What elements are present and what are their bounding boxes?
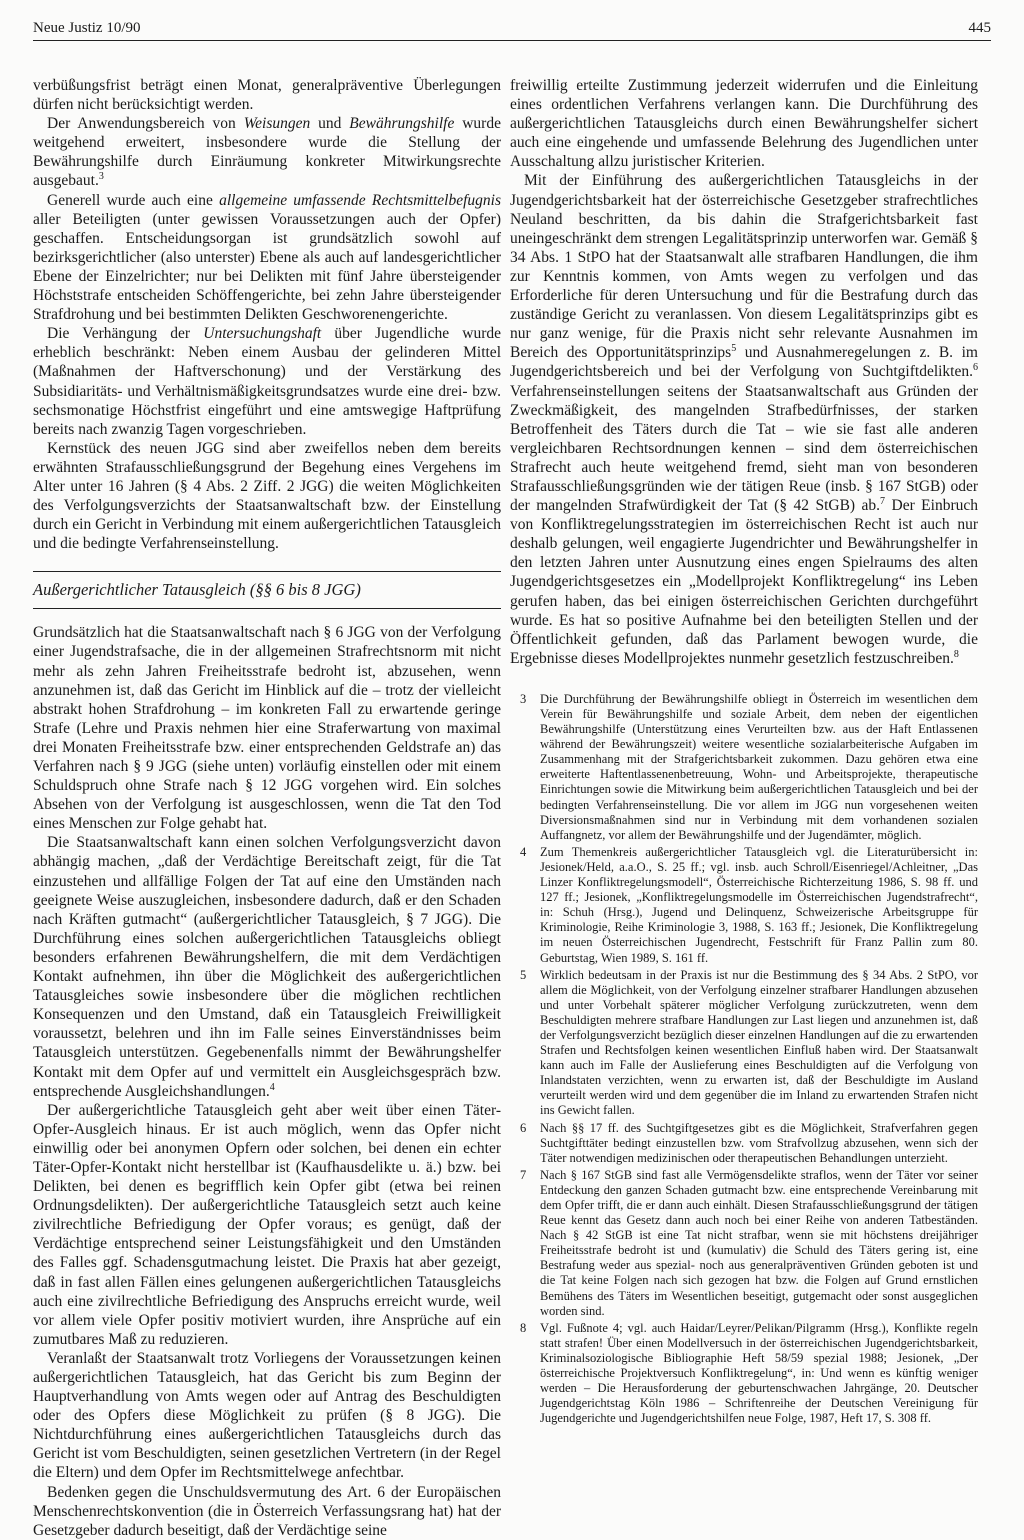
paragraph: Generell wurde auch eine allgemeine umfassende Rechtsmittelbefugnis aller Beteiligten (unter gewissen Voraussetzungen auch der Opfer) geschaffen. Entscheidungsorgan ist grundsätzlich sowohl auf bezirksgerichtlicher (also unterster) Ebene als auch auf landesgerichtlicher Ebene der Einzelrichter; nur bei Delikten mit fünf Jahre übersteigender Höchststrafe entscheiden Schöffengerichte, bei zehn Jahre übersteigender Strafdrohung und bei bestimmten Delikten Geschworenengerichte. <box>33 191 501 324</box>
footnote <box>510 1321 978 1427</box>
paragraph: Veranlaßt der Staatsanwalt trotz Vorliegens der Voraussetzungen keinen außergerichtlichen Tatausgleich, hat das Gericht bis zum Beginn der Hauptverhandlung von Amts wegen oder auf Antrag des Beschuldigten oder des Opfers diese Möglichkeit zu prüfen (§ 8 JGG). Die Nichtdurchführung eines außergerichtlichen Tatausgleichs durch das Gericht ist vom Beschuldigten, seinen gesetzlichen Vertretern (in der Regel die Eltern) und dem Opfer im Rechtsmittelwege anfechtbar. <box>33 1349 501 1482</box>
footnote-text: Vgl. Fußnote 4; vgl. auch Haidar/Leyrer/Pelikan/Pilgramm (Hrsg.), Konflikte regeln statt strafen! Über einen Modellversuch in der österreichischen Jugendgerichtsbarkeit, Kriminalsoziologische Bibliographie Heft 58/59 spezial 1988; Jesionek, „Der österreichische Projektversuch Konfliktregelung“, in: Und wenn es künftig weniger werden – Die Herausforderung der geburtenschwachen Jahrgänge, 20. Deutscher Jugendgerichtstag Köln 1986 – Schriftenreihe der Deutschen Vereinigung für Jugendgerichte und Jugendgerichtshilfen neue Folge, 1987, Heft 17, S. 308 ff. <box>540 1320 978 1426</box>
header-rule <box>33 40 991 41</box>
footnote-number: 3 <box>520 691 527 706</box>
footnote-number: 7 <box>520 1167 527 1182</box>
footnote-ref: 6 <box>973 362 978 374</box>
footnote-ref: 4 <box>269 1081 275 1093</box>
page-number: 445 <box>968 20 991 36</box>
paragraph: Die Verhängung der Untersuchungshaft über Jugendliche wurde erheblich beschränkt: Neben einem Ausbau der gelinderen Mittel (Maßnahmen der Haftverschonung) und der Verstärkung des Subsidiaritäts- und Verhältnismäßigkeitsgrundsatzes wurde eine drei- bzw. sechsmonatige Höchstfrist eingeführt und eine amtswegige Haftprüfung bereits nach zwanzig Tagen vorgeschrieben. <box>33 325 501 438</box>
footnote <box>510 1121 978 1166</box>
footnote-ref: 5 <box>731 343 737 355</box>
journal-title: Neue Justiz 10/90 <box>33 20 141 36</box>
paragraph: Der außergerichtliche Tatausgleich geht aber weit über einen Täter-Opfer-Ausgleich hinaus. Er ist auch möglich, wenn das Opfer nicht einwillig oder bei anonymen Opfern oder solchen, bei denen ein echter Täter-Opfer-Kontakt nicht herstellbar ist (Kaufhausdelikte u. ä.) bzw. bei Delikten, bei denen es begrifflich kein Opfer gibt (etwa bei reinen Ordnungsdelikten). Der außergerichtliche Tatausgleich setzt auch keine zivilrechtliche Befriedigung der Opfer voraus; es genügt, daß der Verdächtige entsprechend seiner Leistungsfähigkeit und den Umständen des Falles ggf. Schadensgutmachung leistet. Die Praxis hat aber gezeigt, daß in fast allen Fällen eines gelungenen außergerichtlichen Tatausgleichs auch eine zivilrechtliche Befriedigung des Anspruchs erreicht wurde, weil vor allem viele Opfer positiv motiviert wurden, ihre Ansprüche auf ein zumutbares Maß zu reduzieren. <box>33 1101 501 1348</box>
footnote-text: Nach §§ 17 ff. des Suchtgiftgesetzes gibt es die Möglichkeit, Strafverfahren gegen Suchtgifttäter bedingt einzustellen bzw. vom Strafvollzug abzusehen, wenn sich der Täter notwendigen medizinischen oder therapeutischen Behandlungen unterzieht. <box>540 1120 978 1165</box>
footnote-text: Nach § 167 StGB sind fast alle Vermögensdelikte straflos, wenn der Täter vor seiner Entdeckung den ganzen Schaden gutmacht bzw. eine entsprechende Vereinbarung mit dem Opfer trifft, die er dann auch einhält. Diesen Strafausschließungsgrund der tätigen Reue kennt das Gesetz dann auch noch bei einer Reihe von anderen Tatbeständen. Nach § 42 StGB ist eine Tat nicht strafbar, wenn sie mit höchstens dreijähriger Freiheitsstrafe bedroht ist und (kumulativ) die Schuld des Täters gering ist, eine Bestrafung weder aus spezial- noch aus generalpräventiven Gründen geboten ist und die Tat keine Folgen nach sich gezogen hat bzw. die Folgen auf Grund ernstlichen Bemühens des Täters im Wesentlichen beseitigt, gutgemacht oder sonst ausgeglichen worden sind. <box>540 1167 978 1318</box>
paragraph: Bedenken gegen die Unschuldsvermutung des Art. 6 der Europäischen Menschenrechtskonvention (die in Österreich Verfassungsrang hat) hat der Gesetzgeber dadurch beseitigt, daß der Verdächtige seine <box>33 1483 501 1539</box>
footnote-number: 5 <box>520 967 527 982</box>
page-header <box>33 18 991 40</box>
footnote <box>510 1168 978 1319</box>
paragraph: Die Staatsanwaltschaft kann einen solchen Verfolgungsverzicht davon abhängig machen, „daß der Verdächtige Bereitschaft zeigt, für die Tat einzustehen und allfällige Folgen der Tat auf eine den Umständen nach geeignete Weise auszugleichen, insbesondere dadurch, daß er den Schaden nach Kräften gutmacht“ (außergerichtlicher Tatausgleich, § 7 JGG). Die Durchführung eines solchen außergerichtlichen Tatausgleichs obliegt besonders erfahrenen Bewährungshelfern, die mit dem Verdächtigen Kontakt aufnehmen, ihn über die Möglichkeit des außergerichtlichen Tatausgleiches sowie insbesondere über die möglichen rechtlichen Konsequenzen und den Umstand, daß ein Tatausgleich Freiwilligkeit voraussetzt, belehren und ihn im Falle seines Einverständnisses beim Tatausgleich unterstützen. Gegebenenfalls nimmt der Bewährungshelfer Kontakt mit dem Opfer auf und vermittelt ein Ausgleichsgespräch bzw. entsprechende Ausgleichshandlungen.$^4$ <box>33 834 501 1100</box>
footnote-text: Wirklich bedeutsam in der Praxis ist nur die Bestimmung des § 34 Abs. 2 StPO, vor allem die Möglichkeit, von der Verfolgung einzelner strafbarer Handlungen abzusehen und unter Vorbehalt späterer möglicher Verfolgung zurückzutreten, wenn dem Beschuldigten mehrere strafbare Handlungen zur Last liegen und anzunehmen ist, daß der Verfolgungsverzicht bezüglich dieser einzelnen Handlungen auf die zu erwartenden Strafen und Rechtsfolgen keinen wesentlichen Einfluß haben wird. Der Staatsanwalt kann auch im Falle der Auslieferung eines Beschuldigten auf die Verfolgung von Inlandstaten verzichten, wenn zu erwarten ist, daß der Beschuldigte im Ausland verurteilt werden wird und dem gegenüber die im Inland zu erwartenden Strafen nicht ins Gewicht fallen. <box>540 967 978 1118</box>
footnote-ref: 8 <box>953 648 959 660</box>
section-heading: Außergerichtlicher Tatausgleich (§§ 6 bis 8 JGG) <box>33 580 361 600</box>
paragraph: Kernstück des neuen JGG sind aber zweifellos neben dem bereits erwähnten Strafausschließungsgrund der Begehung eines Vergehens im Alter unter 16 Jahren (§ 4 Abs. 2 Ziff. 2 JGG) die weiten Möglichkeiten des Verfolgungsverzichts der Staatsanwaltschaft bzw. der Einstellung durch ein Gericht in Verbindung mit einem außergerichtlichen Tatausgleich und die bedingte Verfahrenseinstellung. <box>33 439 501 553</box>
right-column <box>510 76 978 1428</box>
footnote-number: 6 <box>520 1120 527 1135</box>
footnote <box>510 692 978 843</box>
paragraph: Grundsätzlich hat die Staatsanwaltschaft nach § 6 JGG von der Verfolgung einer Jugendstrafsache, die in der allgemeinen Strafrechtsnorm mit nicht mehr als zehn Jahren Freiheitsstrafe bedroht ist, abzusehen, wenn anzunehmen ist, daß das Gericht im Hinblick auf die – trotz der vielleicht abstrakt hohen Strafdrohung – im konkreten Fall zu erwartende geringe Strafe (Lehre und Praxis nehmen hier eine Straferwartung von maximal drei Monaten Freiheitsstrafe bzw. einer entsprechenden Geldstrafe an) das Verfahren nach § 9 JGG (siehe unten) vorläufig einstellen oder mit einem Schuldspruch ohne Strafe nach § 12 JGG vorgehen wird. Ein solches Absehen von der Verfolgung ist ausgeschlossen, wenn die Tat den Tod eines Menschen zur Folge gehabt hat. <box>33 624 501 833</box>
left-column <box>33 76 501 1540</box>
footnote-ref: 3 <box>98 171 104 183</box>
footnote <box>510 968 978 1119</box>
paragraph: Mit der Einführung des außergerichtlichen Tatausgleichs in der Jugendgerichtsbarkeit hat der österreichische Gesetzgeber strafrechtliches Neuland beschritten, da bis dahin die Strafgerichtsbarkeit fast uneingeschränkt dem strengen Legalitätsprinzip unterworfen war. Gemäß § 34 Abs. 1 StPO hat der Staatsanwalt alle strafbaren Handlungen, die ihm zur Kenntnis kommen, von Amts wegen zu verfolgen und das Erforderliche für deren Untersuchung und für die Bestrafung durch das zuständige Gericht zu veranlassen. Von diesem Legalitätsprinzips gibt es nur ganz wenige, für die Praxis nicht sehr relevante Ausnahmen im Bereich des Opportunitätsprinzips$^5$ und Ausnahmeregelungen z. B. im Jugendgerichtsbereich und bei der Verfolgung von Suchtgiftdelikten.$^6$ Verfahrenseinstellungen seitens der Staatsanwaltschaft aus Gründen der Zweckmäßigkeit, des mangelnden Strafbedürfnisses, der starken Betroffenheit des Täters durch die Tat – wie sie fast alle anderen vergleichbaren Rechtsordnungen kennen – sind dem österreichischen Strafrecht auch heute weitgehend fremd, sieht man von besonderen Strafausschließungsgründen wie der tätigen Reue (insb. § 167 StGB) oder der mangelnden Strafwürdigkeit der Tat (§ 42 StGB) ab.$^7$ Der Einbruch von Konfliktregelungsstrategien im österreichischen Recht ist auch nur deshalb gelungen, weil engagierte Jugendrichter und Bewährungshelfer in den letzten Jahren unter Ausnutzung eines engen Spielraums des alten Jugendgerichtsgesetzes ein „Modellprojekt Konfliktregelung“ ins Leben gerufen haben, das bei einigen österreichischen Gerichten durchgeführt wurde. Es hat so positive Aufnahme bei den beteiligten Stellen und der Öffentlichkeit gefunden, daß das Parlament bewogen wurde, die Ergebnisse dieses Modellprojektes nunmehr gesetzlich festzuschreiben.$^8$ <box>510 172 978 667</box>
footnotes <box>510 692 978 1427</box>
footnote-number: 4 <box>520 844 527 859</box>
footnote-ref: 7 <box>880 495 886 507</box>
paragraph: verbüßungsfrist beträgt einen Monat, generalpräventive Überlegungen dürfen nicht berücksichtigt werden. <box>33 77 501 114</box>
paragraph: Der Anwendungsbereich von Weisungen und Bewährungshilfe wurde weitgehend erweitert, insbesondere wurde die Stellung der Bewährungshilfe durch Einräumung konkreter Mitwirkungsrechte ausgebaut.$^3$ <box>33 115 501 190</box>
footnote-number: 8 <box>520 1320 527 1335</box>
section-heading-box <box>33 571 501 609</box>
footnote-text: Die Durchführung der Bewährungshilfe obliegt in Österreich im wesentlichen dem Verein für Bewährungshilfe und soziale Arbeit, dem neben der eigentlichen Bewährungshilfe (Unterstützung eines Verurteilten bzw. aus der Haft Entlassenen während der Bewährungszeit) weitere wesentliche sozialarbeiterische Aufgaben im Zusammenhang mit der Strafgerichtsbarkeit zukommen. Dazu gehören etwa eine erweiterte Haftentlassenenbetreuung, Wohn- und Arbeitsprojekte, therapeutische Einrichtungen sowie die Mitwirkung beim außergerichtlichen Tatausgleich und bei der bedingten Verfahrenseinstellung. Die vor allem im JGG nun vorgesehenen weiten Diversionsmaßnahmen sind nur in Verbindung mit dem vorhandenen sozialen Auffangnetz, vor allem der Bewährungshilfe und der Jugendämter, möglich. <box>540 691 978 842</box>
footnote <box>510 845 978 966</box>
paragraph: freiwillig erteilte Zustimmung jederzeit widerrufen und die Einleitung eines ordentlichen Verfahrens verlangen kann. Die Durchführung des außergerichtlichen Tatausgleichs durch einen Bewährungshelfer sichert auch eine eingehende und umfassende Belehrung des Jugendlichen unter Ausschaltung allzu juristischer Kriterien. <box>510 77 978 171</box>
footnote-text: Zum Themenkreis außergerichtlicher Tatausgleich vgl. die Literaturübersicht in: Jesionek/Held, a.a.O., S. 25 ff.; vgl. insb. auch Schroll/Eisenriegel/Achleitner, „Das Linzer Konfliktregelungsmodell“, Österreichische Richterzeitung 1986, S. 98 ff. und 127 ff.; Jesionek, „Konfliktregelungsmodelle im Österreichischen Jugendstrafrecht“, in: Schuh (Hrsg.), Jugend und Delinquenz, Schweizerische Arbeitsgruppe für Kriminologie, Reihe Kriminologie 3, 1988, S. 163 ff.; Jesionek, Die Konfliktregelung im neuen Österreichischen Jugendrecht, Festschrift für Franz Pallin zum 80. Geburtstag, Wien 1989, S. 161 ff. <box>540 844 978 965</box>
